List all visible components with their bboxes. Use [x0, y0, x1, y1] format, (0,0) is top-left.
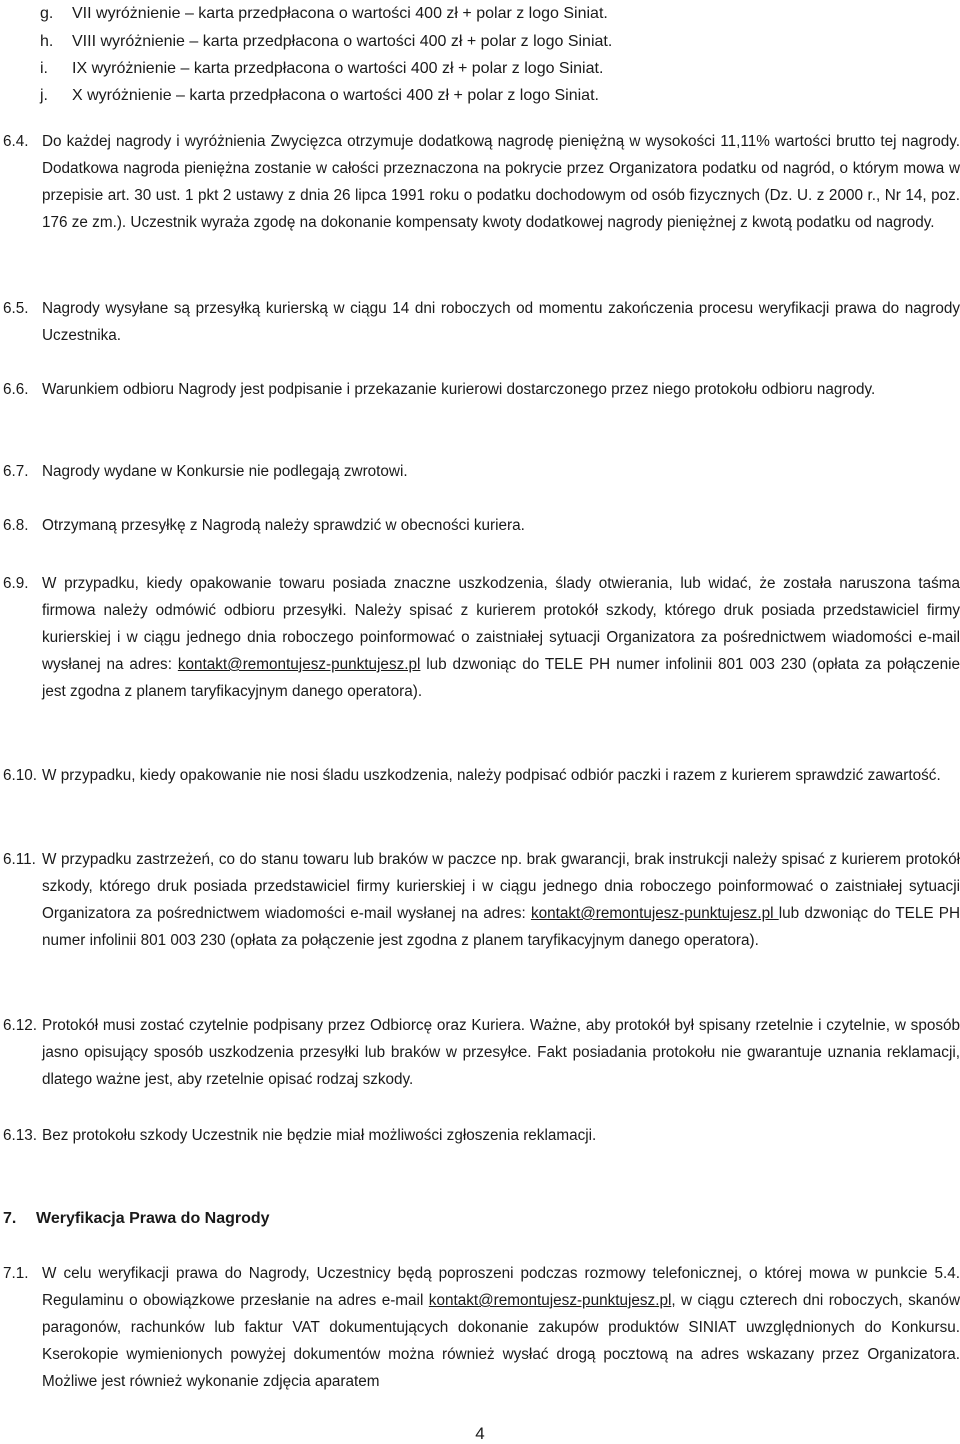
paragraph-text: Warunkiem odbioru Nagrody jest podpisanie i przekazanie kurierowi dostarczonego przez niego protokołu odbioru nagrody. [42, 381, 876, 398]
paragraph-text: Protokół musi zostać czytelnie podpisany przez Odbiorcę oraz Kuriera. Ważne, aby protokół był spisany rzetelnie i czytelnie, w sposób jasno opisujący sposób uszkodzenia przesyłki lub braków w przesyłce. Fakt posiadania protokołu nie gwarantuje uznania reklamacji, dlatego ważne jest, aby rzetelnie opisać rodzaj szkody. [42, 1017, 960, 1088]
paragraph-number: 6.13. [3, 1127, 38, 1144]
paragraph-text-part: , w ciągu czterech dni roboczych, skanów paragonów, rachunków lub faktur VAT dokumentujących dokonanie zakupów produktów SINIAT uwzględnionych do Konkursu. Kserokopie wymienionych powyżej dokumentów można również wysłać drogą pocztową na adres wskazany przez Organizatora. Możliwe jest również wykonanie zdjęcia aparatem [42, 1292, 960, 1390]
section-number: 7. [3, 1210, 17, 1227]
list-item-text: IX wyróżnienie – karta przedpłacona o wartości 400 zł + polar z logo Siniat. [72, 60, 604, 77]
section-title: Weryfikacja Prawa do Nagrody [36, 1210, 270, 1227]
page-number: 4 [475, 1424, 485, 1443]
email-link[interactable]: kontakt@remontujesz-punktujesz.pl [428, 1292, 672, 1309]
email-link[interactable]: kontakt@remontujesz-punktujesz.pl [530, 905, 779, 922]
paragraph-text: Bez protokołu szkody Uczestnik nie będzie miał możliwości zgłoszenia reklamacji. [42, 1127, 597, 1144]
email-link[interactable]: kontakt@remontujesz-punktujesz.pl [177, 656, 421, 673]
paragraph-6-9 [0, 570, 960, 705]
paragraph-number: 6.9. [3, 575, 29, 592]
paragraph-number: 6.11. [3, 851, 36, 868]
list-item-label: i. [40, 60, 48, 77]
paragraph-number: 6.6. [3, 381, 29, 398]
paragraph-text-part: W przypadku, kiedy opakowanie towaru posiada znaczne uszkodzenia, ślady otwierania, lub widać, że została naruszona taśma firmowa należy odmówić odbioru przesyłki. Należy spisać z kurierem protokół szkody, którego druk posiada przedstawiciel firmy kurierskiej i w ciągu jednego dnia roboczego poinformować o zaistniałej sytuacji Organizatora za pośrednictwem wiadomości e-mail wysłanej na adres: [42, 575, 960, 673]
list-item-text: VII wyróżnienie – karta przedpłacona o wartości 400 zł + polar z logo Siniat. [72, 5, 608, 22]
paragraph-number: 6.5. [3, 300, 29, 317]
paragraph-text: Otrzymaną przesyłkę z Nagrodą należy sprawdzić w obecności kuriera. [42, 517, 525, 534]
paragraph-6-12 [0, 1012, 960, 1093]
paragraph-number: 6.10. [3, 767, 38, 784]
paragraph-text [42, 1260, 960, 1395]
list-item-text: VIII wyróżnienie – karta przedpłacona o wartości 400 zł + polar z logo Siniat. [72, 33, 613, 50]
paragraph-text: Nagrody wysyłane są przesyłką kurierską w ciągu 14 dni roboczych od momentu zakończenia procesu weryfikacji prawa do nagrody Uczestnika. [42, 300, 960, 344]
paragraph-text [42, 846, 960, 954]
paragraph-text: Do każdej nagrody i wyróżnienia Zwycięzca otrzymuje dodatkową nagrodę pieniężną w wysokości 11,11% wartości brutto tej nagrody. Dodatkowa nagroda pieniężna zostanie w całości przeznaczona na pokrycie przez Organizatora podatku od nagród, o którym mowa w przepisie art. 30 ust. 1 pkt 2 ustawy z dnia 26 lipca 1991 roku o podatku dochodowym od osób fizycznych (Dz. U. z 2000 r., Nr 14, poz. 176 ze zm.). Uczestnik wyraża zgodę na dokonanie kompensaty kwoty dodatkowej nagrody pieniężnej z kwotą podatku od nagrody. [42, 133, 960, 231]
paragraph-text-part: lub dzwoniąc do TELE PH numer infolinii 801 003 230 (opłata za połączenie jest zgodna z planem taryfikacyjnym danego operatora). [42, 656, 960, 700]
list-item-label: j. [40, 87, 48, 104]
paragraph-6-5 [0, 295, 960, 349]
paragraph-number: 6.7. [3, 463, 29, 480]
paragraph-number: 6.4. [3, 133, 29, 150]
list-item-text: X wyróżnienie – karta przedpłacona o wartości 400 zł + polar z logo Siniat. [72, 87, 599, 104]
paragraph-number: 7.1. [3, 1265, 29, 1282]
paragraph-text [42, 570, 960, 705]
paragraph-text: W przypadku, kiedy opakowanie nie nosi śladu uszkodzenia, należy podpisać odbiór paczki i razem z kurierem sprawdzić zawartość. [42, 767, 941, 784]
list-item-label: g. [40, 5, 54, 22]
paragraph-text-part: W celu weryfikacji prawa do Nagrody, Uczestnicy będą poproszeni podczas rozmowy telefonicznej, o której mowa w punkcie 5.4. Regulaminu o obowiązkowe przesłanie na adres e-mail [42, 1265, 960, 1309]
paragraph-6-11 [0, 846, 960, 954]
paragraph-6-7 [0, 458, 960, 485]
paragraph-text-part: lub dzwoniąc do TELE PH numer infolinii 801 003 230 (opłata za połączenie jest zgodna z planem taryfikacyjnym danego operatora). [42, 905, 960, 949]
paragraph-6-8 [0, 512, 960, 539]
paragraph-6-13 [0, 1122, 960, 1149]
paragraph-6-6 [0, 376, 960, 403]
paragraph-6-10 [0, 762, 960, 789]
paragraph-6-4 [0, 128, 960, 236]
list-item-label: h. [40, 33, 54, 50]
paragraph-text: Nagrody wydane w Konkursie nie podlegają zwrotowi. [42, 463, 408, 480]
paragraph-number: 6.12. [3, 1017, 38, 1034]
paragraph-text-part: W przypadku zastrzeżeń, co do stanu towaru lub braków w paczce np. brak gwarancji, brak instrukcji należy spisać z kurierem protokół szkody, którego druk posiada przedstawiciel firmy kurierskiej i w ciągu jednego dnia roboczego poinformować o zaistniałej sytuacji Organizatora za pośrednictwem wiadomości e-mail wysłanej na adres: [42, 851, 960, 922]
paragraph-7-1 [0, 1260, 960, 1395]
paragraph-number: 6.8. [3, 517, 29, 534]
